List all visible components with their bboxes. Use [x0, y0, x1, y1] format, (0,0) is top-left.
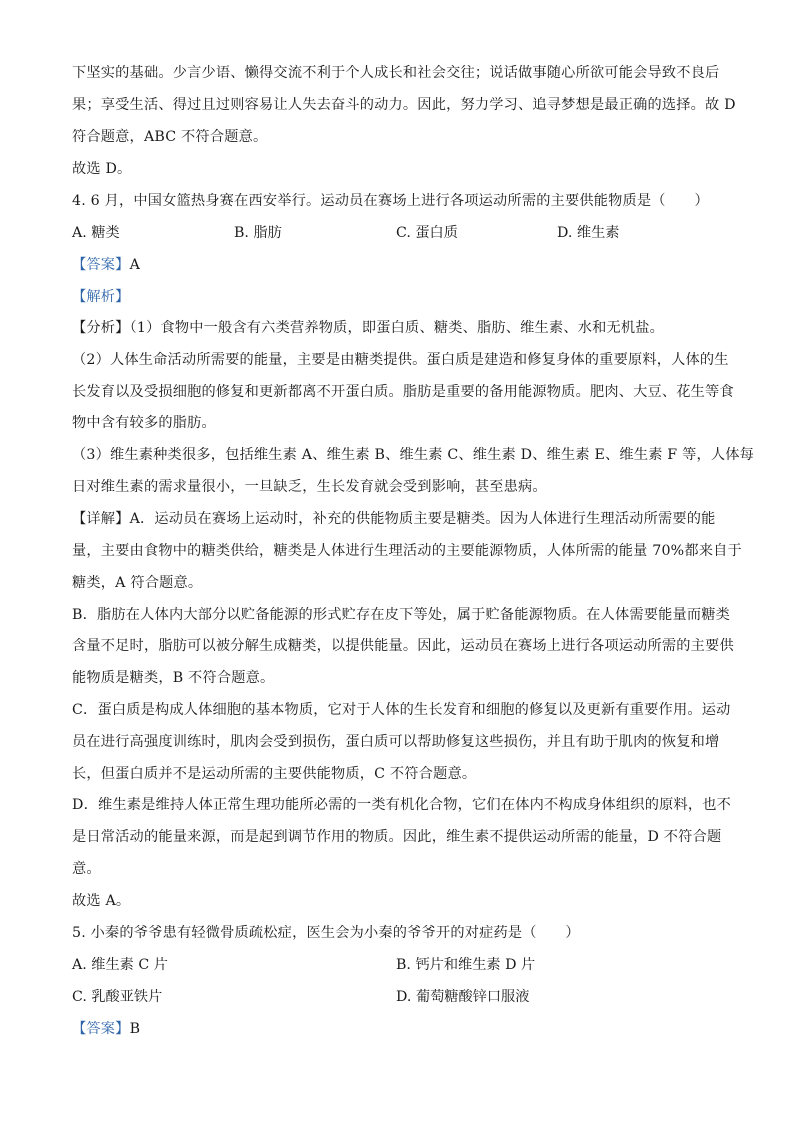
- text-line: 糖类，A 符合题意。: [72, 575, 203, 591]
- text-line: 长，但蛋白质并不是运动所需的主要供能物质，C 不符合题意。: [72, 766, 477, 782]
- text-line: 故选 A。: [72, 893, 131, 909]
- xiangjie-line-1: [72, 509, 722, 529]
- question-4: 4. 6 月，中国女篮热身赛在西安举行。运动员在赛场上进行各项运动所需的主要供能物质是（ ）: [72, 193, 709, 209]
- text-line: C．蛋白质是构成人体细胞的基本物质，它对于人体的生长发育和细胞的修复以及更新有重要作用。运动: [72, 702, 731, 718]
- answer-line-4: [72, 255, 722, 275]
- xiangjie-text: A．运动员在赛场上运动时，补充的供能物质主要是糖类。因为人体进行生理活动所需要的能: [129, 511, 716, 527]
- q5-option-c: C. 乳酸亚铁片: [72, 989, 163, 1005]
- fenxi-line-1: [72, 318, 722, 338]
- text-line: 故选 D。: [72, 161, 132, 177]
- answer-value: B: [129, 1021, 141, 1037]
- text-line: 符合题意，ABC 不符合题意。: [72, 129, 268, 145]
- q4-option-a: A. 糖类: [72, 225, 120, 241]
- text-line: （3）维生素种类很多，包括维生素 A、维生素 B、维生素 C、维生素 D、维生素 E、维生素 F 等，人体每: [72, 447, 755, 463]
- text-line: 是日常活动的能量来源，而是起到调节作用的物质。因此，维生素不提供运动所需的能量，D 不符合题: [72, 829, 722, 845]
- text-line: （2）人体生命活动所需要的能量，主要是由糖类提供。蛋白质是建造和修复身体的重要原料，人体的生: [72, 352, 729, 368]
- q4-option-c: C. 蛋白质: [396, 225, 458, 241]
- text-line: 下坚实的基础。少言少语、懒得交流不利于个人成长和社会交往；说话做事随心所欲可能会导致不良后: [72, 65, 720, 81]
- text-line: 含量不足时，脂肪可以被分解生成糖类，以提供能量。因此，运动员在赛场上进行各项运动所需的主要供: [72, 638, 734, 654]
- q5-option-d: D. 葡萄糖酸锌口服液: [396, 989, 530, 1005]
- text-line: 能物质是糖类，B 不符合题意。: [72, 670, 275, 686]
- answer-value: A: [129, 257, 141, 273]
- text-line: 员在进行高强度训练时，肌肉会受到损伤，蛋白质可以帮助修复这些损伤，并且有助于肌肉的恢复和增: [72, 734, 720, 750]
- text-line: 物中含有较多的脂肪。: [72, 415, 216, 431]
- fenxi-tag: 【分析】: [72, 320, 130, 336]
- text-line: 果；享受生活、得过且过则容易让人失去奋斗的动力。因此，努力学习、追寻梦想是最正确的选择。故 D: [72, 97, 736, 113]
- text-line: 长发育以及受损细胞的修复和更新都离不开蛋白质。脂肪是重要的备用能源物质。肥肉、大豆、花生等食: [72, 384, 734, 400]
- xiangjie-tag: 【详解】: [72, 511, 130, 527]
- q4-option-b: B. 脂肪: [234, 225, 282, 241]
- question-5: 5. 小秦的爷爷患有轻微骨质疏松症，医生会为小秦的爷爷开的对症药是（ ）: [72, 925, 580, 941]
- q5-option-b: B. 钙片和维生素 D 片: [396, 957, 536, 973]
- text-line: D．维生素是维持人体正常生理功能所必需的一类有机化合物，它们在体内不构成身体组织的原料，也不: [72, 797, 732, 813]
- answer-tag: 【答案】: [72, 1021, 130, 1037]
- text-line: 量，主要由食物中的糖类供给，糖类是人体进行生理活动的主要能源物质，人体所需的能量 70%都来自于: [72, 543, 742, 559]
- q5-option-a: A. 维生素 C 片: [72, 957, 168, 973]
- analysis-heading: [72, 287, 722, 307]
- answer-tag: 【答案】: [72, 257, 130, 273]
- text-line: B．脂肪在人体内大部分以贮备能源的形式贮存在皮下等处，属于贮备能源物质。在人体需要能量而糖类: [72, 607, 731, 623]
- answer-line-5: [72, 1019, 722, 1039]
- fenxi-text: （1）食物中一般含有六类营养物质，即蛋白质、糖类、脂肪、维生素、水和无机盐。: [129, 320, 665, 336]
- text-line: 意。: [72, 861, 101, 877]
- text-line: 日对维生素的需求量很小，一旦缺乏，生长发育就会受到影响，甚至患病。: [72, 479, 547, 495]
- q4-option-d: D. 维生素: [557, 225, 620, 241]
- analysis-tag: 【解析】: [72, 289, 130, 305]
